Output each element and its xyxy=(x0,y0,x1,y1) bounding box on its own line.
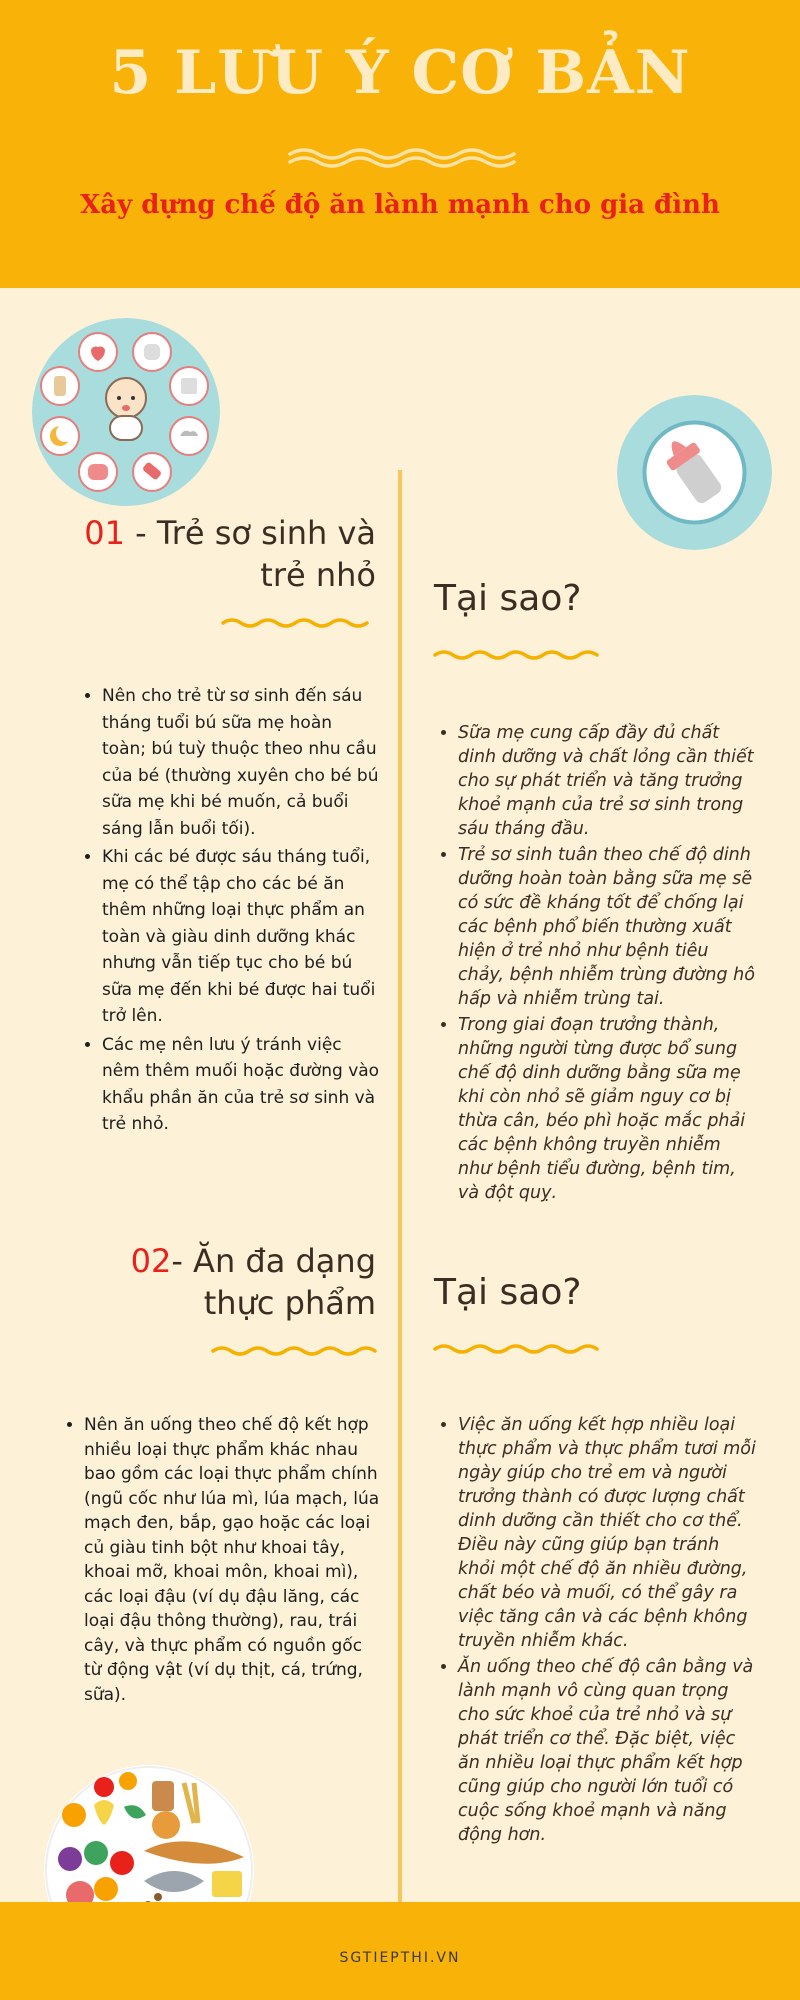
list-item: • Nên ăn uống theo chế độ kết hợp nhiều loại thực phẩm khác nhau bao gồm các loại thực phẩm chính (ngũ cốc như lúa mì, lúa mạch, lúa mạch đen, bắp, gạo hoặc các loại củ giàu tinh bột như khoai tây, khoai mỡ, khoai môn, khoai mì), các loại đậu (ví dụ đậu lăng, các loại đậu thông thường), rau, trái cây, và thực phẩm có nguồn gốc từ động vật (ví dụ thịt, cá, trứng, sữa). xyxy=(84,1413,380,1707)
section-2-number: 02 xyxy=(130,1242,172,1280)
section-1-why-wave xyxy=(432,648,600,662)
list-item: • Các mẹ nên lưu ý tránh việc nêm thêm muối hoặc đường vào khẩu phần ăn của trẻ sơ sinh và trẻ nhỏ. xyxy=(102,1032,380,1138)
section-1-title-line2: trẻ nhỏ xyxy=(260,556,376,594)
section-2-title-wave xyxy=(210,1344,378,1358)
section-2-title-line1: - Ăn đa dạng xyxy=(171,1242,376,1280)
title-wave-divider xyxy=(286,147,516,169)
list-item: • Trẻ sơ sinh tuân theo chế độ dinh dưỡng hoàn toàn bằng sữa mẹ sẽ có sức đề kháng tốt để chống lại các bệnh phổ biến thường xuất hiện ở trẻ nhỏ như bệnh tiêu chảy, bệnh nhiễm trùng đường hô hấp và nhiễm trùng tai. xyxy=(458,843,756,1011)
list-item: • Nên cho trẻ từ sơ sinh đến sáu tháng tuổi bú sữa mẹ hoàn toàn; bú tuỳ thuộc theo nhu cầu của bé (thường xuyên cho bé bú sữa mẹ khi bé muốn, cả buổi sáng lẫn buổi tối). xyxy=(102,683,380,842)
page-subtitle: Xây dựng chế độ ăn lành mạnh cho gia đình xyxy=(80,190,720,220)
section-2-title-line2: thực phẩm xyxy=(203,1284,376,1322)
section-2-why-heading: Tại sao? xyxy=(434,1272,582,1313)
section-2-advice-list xyxy=(62,1413,380,1709)
section-1-why-heading: Tại sao? xyxy=(434,578,582,619)
list-item: • Ăn uống theo chế độ cân bằng và lành mạnh vô cùng quan trọng cho sức khoẻ của trẻ nhỏ và sự phát triển cơ thể. Đặc biệt, việc ăn nhiều loại thực phẩm kết hợp cũng giúp cho người lớn tuổi có cuộc sống khoẻ mạnh và năng động hơn. xyxy=(458,1655,756,1847)
list-item: • Khi các bé được sáu tháng tuổi, mẹ có thể tập cho các bé ăn thêm những loại thực phẩm an toàn và giàu dinh dưỡng khác nhưng vẫn tiếp tục cho bé bú sữa mẹ đến khi bé được hai tuổi trở lên. xyxy=(102,844,380,1030)
list-item: • Việc ăn uống kết hợp nhiều loại thực phẩm và thực phẩm tươi mỗi ngày giúp cho trẻ em và người trưởng thành có được lượng chất dinh dưỡng cần thiết cho cơ thể. Điều này cũng giúp bạn tránh khỏi một chế độ ăn nhiều đường, chất béo và muối, có thể gây ra việc tăng cân và các bệnh không truyền nhiễm khác. xyxy=(458,1413,756,1653)
footer-source: SGTIEPTHI.VN xyxy=(339,1950,461,1966)
center-divider xyxy=(398,470,402,1902)
list-item: • Trong giai đoạn trưởng thành, những người từng được bổ sung chế độ dinh dưỡng bằng sữa mẹ khi còn nhỏ sẽ giảm nguy cơ bị thừa cân, béo phì hoặc mắc phải các bệnh không truyền nhiễm như bệnh tiểu đường, bệnh tim, và đột quỵ. xyxy=(458,1013,756,1205)
section-1-title-line1: - Trẻ sơ sinh và xyxy=(124,514,376,552)
section-2-reason-list xyxy=(436,1413,756,1849)
section-1-title xyxy=(60,512,376,596)
section-1-number: 01 xyxy=(84,514,125,552)
section-1-advice-list xyxy=(80,683,380,1140)
baby-bottle-icon xyxy=(617,395,772,550)
page-title: 5 LƯU Ý CƠ BẢN xyxy=(109,38,691,108)
section-1-reason-list xyxy=(436,721,756,1207)
section-1-title-wave xyxy=(220,616,378,630)
baby-care-icon xyxy=(32,318,220,506)
list-item: • Sữa mẹ cung cấp đầy đủ chất dinh dưỡng và chất lỏng cần thiết cho sự phát triển và tăng trưởng khoẻ mạnh của trẻ sơ sinh trong sáu tháng đầu. xyxy=(458,721,756,841)
section-2-title xyxy=(60,1240,376,1324)
section-2-why-wave xyxy=(432,1342,600,1356)
